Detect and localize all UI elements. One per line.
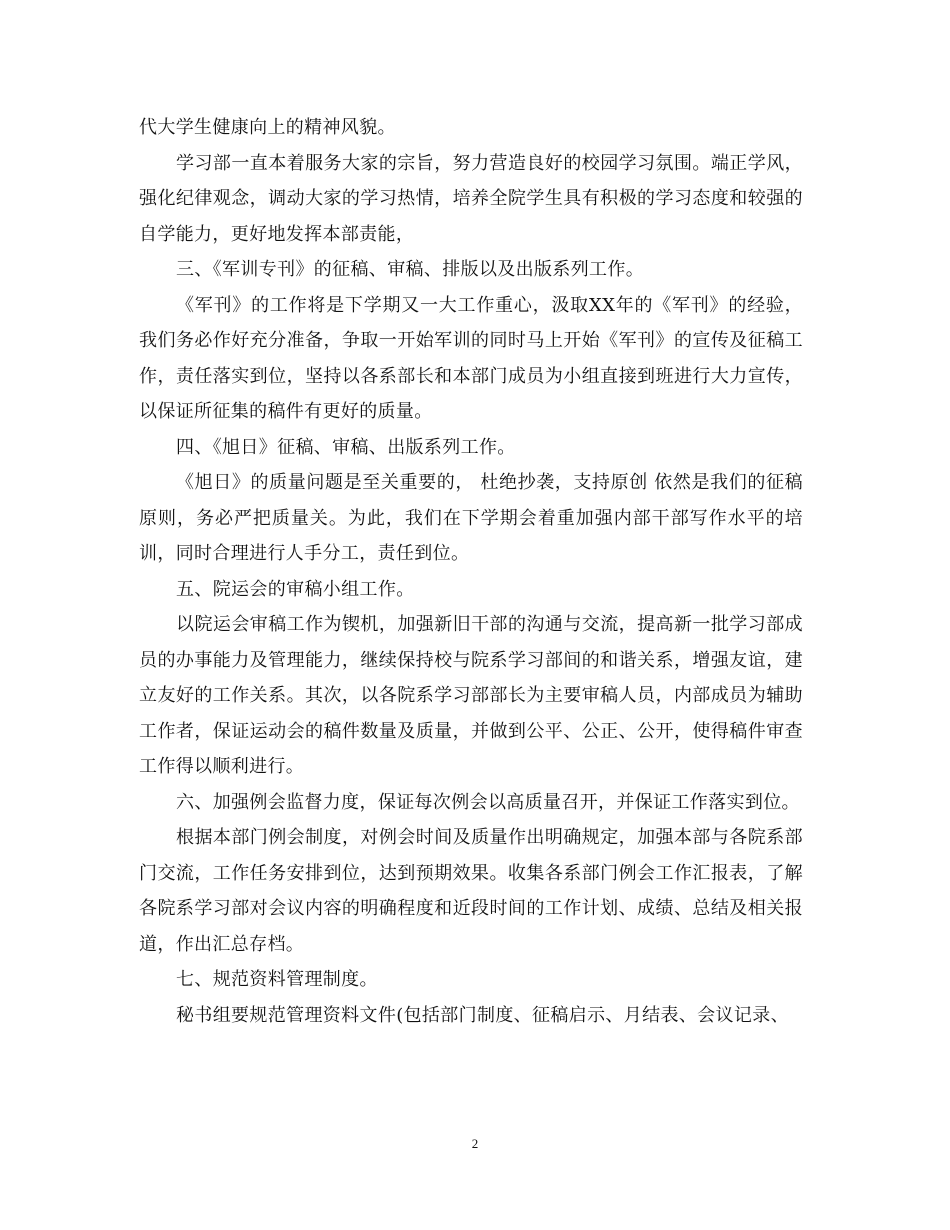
paragraph: 代大学生健康向上的精神风貌。 [139, 117, 396, 138]
paragraph: 《旭日》的质量问题是至关重要的， 杜绝抄袭，支持原创 依然是我们的征稿原则，务必严把质量关。为此，我们在下学期会着重加强内部干部写作水平的培训，同时合理进行人手分工，责任到位。 [139, 472, 803, 564]
document-body [139, 110, 803, 1033]
paragraph: 秘书组要规范管理资料文件(包括部门制度、征稿启示、月结表、会议记录、 [176, 1004, 789, 1026]
section-heading: 七、规范资料管理制度。 [176, 969, 378, 990]
paragraph: 根据本部门例会制度，对例会时间及质量作出明确规定，加强本部与各院系部门交流，工作任务安排到位，达到预期效果。收集各系部门例会工作汇报表，了解各院系学习部对会议内容的明确程度和近段时间的工作计划、成绩、总结及相关报道，作出汇总存档。 [139, 827, 803, 955]
page-number: 2 [471, 1136, 479, 1151]
paragraph: 《军刊》的工作将是下学期又一大工作重心，汲取XX年的《军刊》的经验，我们务必作好充分准备，争取一开始军训的同时马上开始《军刊》的宣传及征稿工作，责任落实到位，坚持以各系部长和本部门成员为小组直接到班进行大力宣传，以保证所征集的稿件有更好的质量。 [139, 294, 803, 422]
section-heading: 六、加强例会监督力度，保证每次例会以高质量召开，并保证工作落实到位。 [176, 791, 800, 813]
section-heading: 三、《军训专刊》的征稿、审稿、排版以及出版系列工作。 [176, 259, 645, 280]
paragraph: 以院运会审稿工作为锲机，加强新旧干部的沟通与交流，提高新一批学习部成员的办事能力及管理能力，继续保持校与院系学习部间的和谐关系，增强友谊，建立友好的工作关系。其次，以各院系学习部部长为主要审稿人员，内部成员为辅助工作者，保证运动会的稿件数量及质量，并做到公平、公正、公开，使得稿件审查工作得以顺利进行。 [139, 614, 803, 777]
section-heading: 四、《旭日》征稿、审稿、出版系列工作。 [176, 436, 516, 458]
section-heading: 五、院运会的审稿小组工作。 [176, 578, 415, 600]
paragraph: 学习部一直本着服务大家的宗旨，努力营造良好的校园学习氛围。端正学风，强化纪律观念，调动大家的学习热情，培养全院学生具有积极的学习态度和较强的自学能力，更好地发挥本部责能， [139, 152, 803, 245]
